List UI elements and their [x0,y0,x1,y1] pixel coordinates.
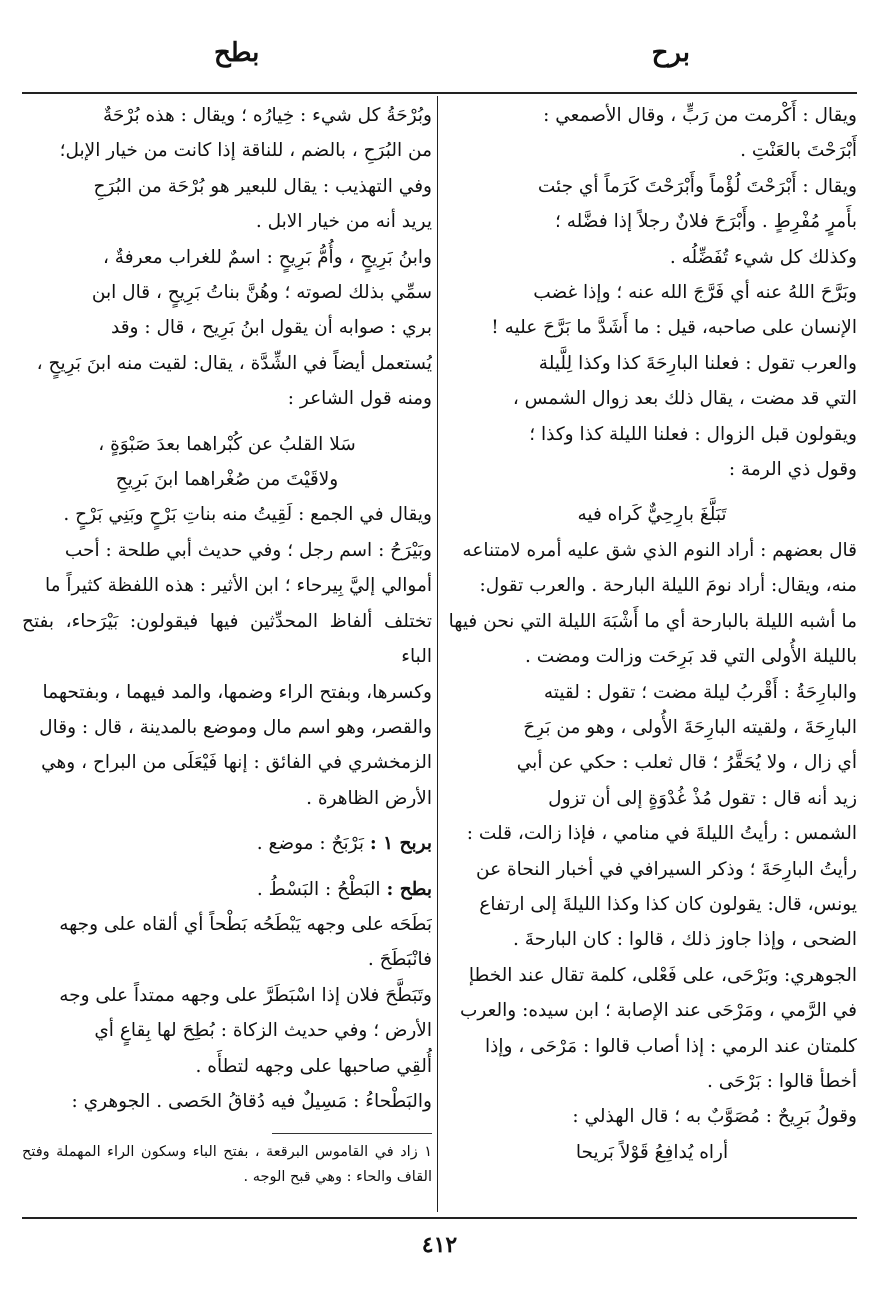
text-line: الأرض الظاهرة . [306,787,432,809]
text-line: وبَيْرَحُ : اسم رجل ؛ وفي حديث أبي طلحة : أحب [64,539,432,561]
text-line: وفي التهذيب : يقال للبعير هو بُرْحَة من البُرَحِ [93,175,432,197]
header-root-right: برح [651,38,690,68]
bottom-rule [22,1217,857,1219]
text-line: أخطأ قالوا : بَرْحَى . [706,1070,857,1092]
text-line: ويقولون قبل الزوال : فعلنا الليلة كذا وكذا ؛ [529,423,857,445]
text-line: بالليلة الأُولى التي قد بَرِحَت وزالت ومضت . [524,646,857,668]
text-line: وابنُ بَرِيحٍ ، وأُمُّ بَرِيحٍ : اسمٌ للغراب معرفةٌ ، [102,246,432,268]
text-line: أموالي إليَّ بِيرحاء ؛ ابن الأثير : هذه اللفظة كثيراً ما [44,575,432,597]
text-line: والبَطْحاءُ : مَسِيلٌ فيه دُقاقُ الحَصى . الجوهري : [71,1090,432,1112]
text-line: بَطَحَه على وجهه يَبْطَحُه بَطْحاً أي ألقاه على وجهه [59,913,432,935]
text-line: الشمس : رأيتُ الليلةَ في منامي ، فإذا زالت، قلت : [466,823,857,845]
entry-barbah [22,826,432,861]
left-column [22,98,432,1213]
text-line: وبَرَّحَ اللهُ عنه أي فَرَّجَ الله عنه ؛ وإذا غضب [533,282,857,304]
text-line: الأرض ؛ وفي حديث الزكاة : بُطِحَ لها بِقاعٍ أي [94,1020,432,1042]
text-line: سمِّي بذلك لصوته ؛ وهُنَّ بناتُ بَرِيحٍ ، قال ابن [91,282,432,304]
entry-head: بربح ١ : [369,833,432,855]
top-rule [22,92,857,94]
text-line: أَبْرَحْتَ بالعَنْتِ . [740,140,857,162]
text-line: من البُرَحِ ، بالضم ، للناقة إذا كانت من خيار الإبل؛ [59,140,432,162]
text-line: وتَبَطَّحَ فلان إذا اسْبَطَرَّ على وجهه ممتداً على وجه [59,984,432,1006]
text-line: الإنسان على صاحبه، قيل : ما أَشَدَّ ما بَرَّحَ عليه ! [491,317,857,339]
text-line: والقصر، وهو اسم مال وموضع بالمدينة ، قال : وقال [39,716,432,738]
right-column [447,98,857,1213]
entry-batah [22,872,432,907]
entry-text: البَطْحُ : البَسْطُ . [256,878,381,900]
text-line: زيد أنه قال : تقول مُذْ غُدْوَةٍ إلى أن تزول [548,787,857,809]
text-line: يونس، قال: يقولون كان كذا وكذا الليلةَ إلى ارتفاع [479,893,857,915]
text-line: في الرَّمي ، ومَرْحَى عند الإصابة ؛ ابن سيده: والعرب [459,1000,857,1022]
text-line: بري : صوابه أن يقول ابنُ بَرِيح ، قال : وقد [110,317,432,339]
entry-head: بطح : [386,878,432,900]
page-header [24,38,855,82]
verse-line: سَلا القلبُ عن كُبْراهما بعدَ صَبْوَةٍ ، [98,433,356,455]
text-line: رأيتُ البارِحَةَ ؛ وذكر السيرافي في أخبار النحاة عن [475,858,857,880]
text-line: يريد أنه من خيار الابل . [255,211,432,233]
text-line: ويقال : أَكْرمت من رَبٍّ ، وقال الأصمعي : [543,105,857,126]
text-line: ومنه قول الشاعر : [287,388,432,410]
text-line: تختلف ألفاظ المحدِّثين فيها فيقولون: بَيْرَحاء، بفتح الباء [22,610,432,668]
footnote: ١ زاد في القاموس البرقعة ، بفتح الباء وسكون الراء المهملة وفتح القاف والحاء : وهي قبح الوجه . [22,1144,432,1186]
text-line: وقول ذي الرمة : [728,459,857,481]
text-line: والعرب تقول : فعلنا البارِحَةَ كذا وكذا لِلَّيلة [538,352,857,374]
text-line: وبُرْحَةُ كل شيء : خِيارُه ؛ ويقال : هذه بُرْحَةٌ [102,105,432,126]
text-line: ويقال في الجمع : لَقِيتُ منه بناتِ بَرْحٍ وبَنِي بَرْحٍ . [63,504,432,526]
footnote-rule [272,1133,432,1134]
text-line: أي زال ، ولا يُحَقَّرُ ؛ قال ثعلب : حكي عن أبي [516,752,857,774]
header-root-left: بطح [214,38,260,68]
text-line: ما أشبه الليلة بالبارحة أي ما أَشْبَهَ الليلة التي نحن فيها [448,610,857,632]
verse-line: ولاقَيْتَ من صُغْراهما ابنَ بَرِيحِ [115,469,339,491]
text-line: بأَمرٍ مُفْرِطٍ . وأَبْرَحَ فلانٌ رجلاً إذا فضَّله ؛ [555,211,857,233]
verse-line: أراه يُدافِعُ قَوْلاً بَريحا [575,1141,729,1163]
text-line: أُلقِي صاحبها على وجهه لتطأَه . [195,1055,432,1077]
entry-text: بَرْبَحٌ : موضع . [256,833,364,855]
text-line: وقولُ بَرِيحٌ : مُصَوَّبٌ به ؛ قال الهذلي : [572,1106,857,1128]
verse-line: تَبَلَّغَ بارِحِيٌّ كَراه فيه [577,504,727,526]
text-line: التي قد مضت ، يقال ذلك بعد زوال الشمس ، [512,388,857,410]
column-divider [437,96,438,1212]
text-line: والبارِحَةُ : أَقْربُ ليلة مضت ؛ تقول : لقيته [543,681,857,703]
text-line: منه، ويقال: أراد نومَ الليلة البارحة . والعرب تقول: [479,575,857,597]
text-line: يُستعمل أيضاً في الشِّدَّة ، يقال: لقيت منه ابنَ بَرِيحٍ ، [36,352,432,374]
text-line: وكسرها، وبفتح الراء وضمها، والمد فيهما ، وبفتحهما [42,681,432,703]
text-line: وكذلك كل شيء تُفَضِّلُه . [669,246,857,268]
text-line: قال بعضهم : أراد النوم الذي شق عليه أمره لامتناعه [462,539,857,561]
text-line: الضحى ، وإذا جاوز ذلك ، قالوا : كان البارحةَ . [512,929,857,951]
text-line: الزمخشري في الفائق : إنها فَيْعَلَى من البراح ، وهي [41,752,432,774]
text-line: ويقال : أَبْرَحْتَ لُؤْماً وأَبْرَحْتَ كَرَماً أي جئت [537,175,857,197]
text-line: كلمتان عند الرمي : إذا أصاب قالوا : مَرْحَى ، وإذا [485,1035,857,1057]
text-line: البارِحَةَ ، ولقيته البارِحَةَ الأُولى ، وهو من بَرِحَ [523,716,857,738]
text-line: فانْبَطَحَ . [367,949,432,971]
text-line: الجوهري: وبَرْحَى، على فَعْلى، كلمة تقال عند الخطإ [468,964,857,986]
page-number: ٤١٢ [421,1232,458,1258]
